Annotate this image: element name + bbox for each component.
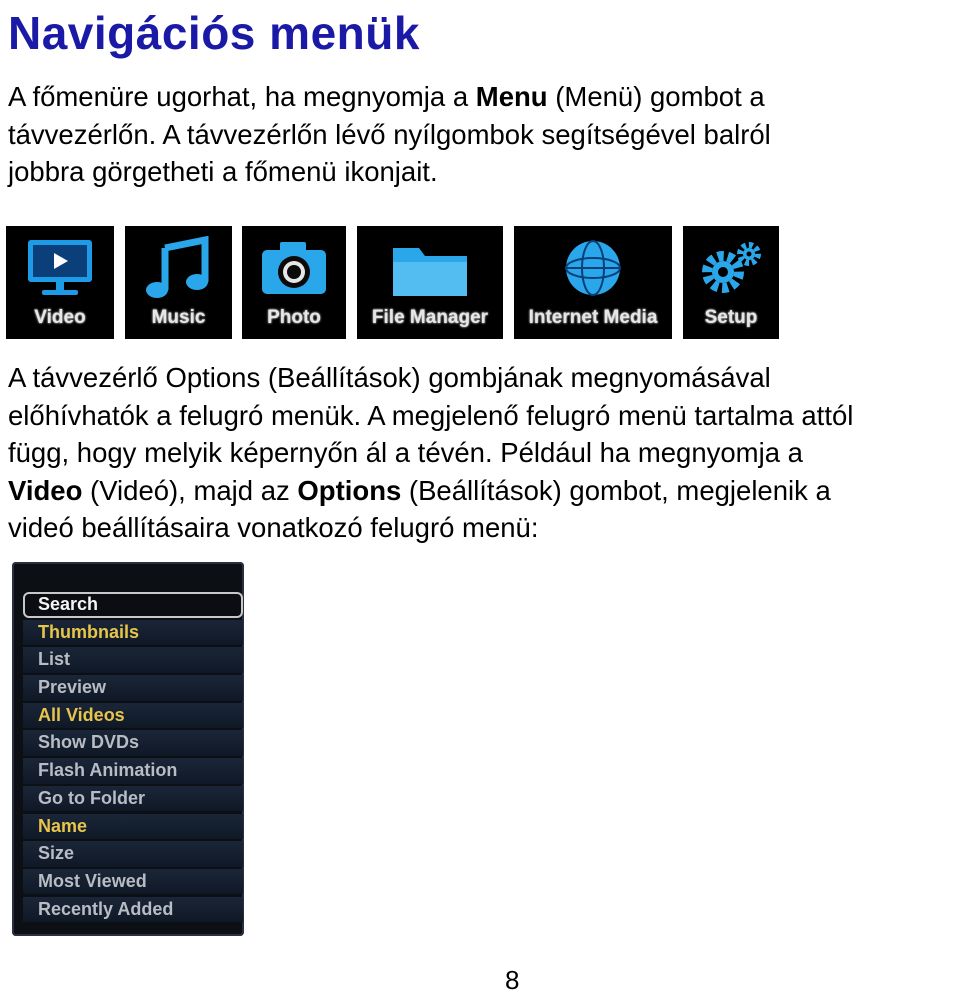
menu-icon-label: File Manager: [371, 307, 489, 328]
options-paragraph: A távvezérlő Options (Beállítások) gombjának megnyomásával előhívhatók a felugró menük. A megjelenő felugró menü tartalma attól függ, hogy melyik képernyőn ál a tévén. Például ha megnyomja a Video (Videó), majd az Options (Beállítások) gombot, megjelenik a videó beállításaira vonatkozó felugró menü:: [8, 362, 854, 543]
video-options-popup-menu: [12, 562, 244, 936]
menu-icon-label: Internet Media: [528, 307, 658, 328]
menu-item-most-viewed[interactable]: Most Viewed: [23, 869, 243, 895]
music-note-icon: [139, 236, 219, 304]
page-number: 8: [505, 965, 520, 995]
menu-item-go-to-folder[interactable]: Go to Folder: [23, 786, 243, 812]
menu-icon-photo[interactable]: [242, 226, 346, 339]
page-title: Navigációs menük: [8, 7, 420, 59]
menu-icon-file-manager[interactable]: [357, 226, 503, 339]
menu-icon-music[interactable]: [125, 226, 232, 339]
globe-icon: [553, 236, 633, 304]
folder-icon: [387, 236, 473, 304]
menu-icon-label: Setup: [704, 307, 758, 328]
menu-item-thumbnails[interactable]: Thumbnails: [23, 620, 243, 646]
menu-icon-video[interactable]: [6, 226, 114, 339]
menu-icon-setup[interactable]: [683, 226, 779, 339]
menu-icon-label: Video: [34, 307, 86, 328]
intro-paragraph: A főmenüre ugorhat, ha megnyomja a Menu (Menü) gombot a távvezérlőn. A távvezérlőn lévő nyílgombok segítségével balról jobbra görgetheti a főmenü ikonjait.: [8, 81, 771, 187]
menu-item-recently-added[interactable]: Recently Added: [23, 897, 243, 923]
camera-icon: [254, 236, 334, 304]
menu-icon-label: Music: [151, 307, 206, 328]
menu-item-search[interactable]: Search: [23, 592, 243, 618]
menu-item-flash-animation[interactable]: Flash Animation: [23, 758, 243, 784]
menu-item-name[interactable]: Name: [23, 814, 243, 840]
menu-item-size[interactable]: Size: [23, 841, 243, 867]
menu-item-preview[interactable]: Preview: [23, 675, 243, 701]
menu-icon-internet-media[interactable]: [514, 226, 672, 339]
menu-item-show-dvds[interactable]: Show DVDs: [23, 730, 243, 756]
gears-icon: [691, 236, 771, 304]
menu-item-all-videos[interactable]: All Videos: [23, 703, 243, 729]
menu-item-list[interactable]: List: [23, 647, 243, 673]
menu-icon-label: Photo: [267, 307, 321, 328]
tv-icon: [20, 236, 100, 304]
